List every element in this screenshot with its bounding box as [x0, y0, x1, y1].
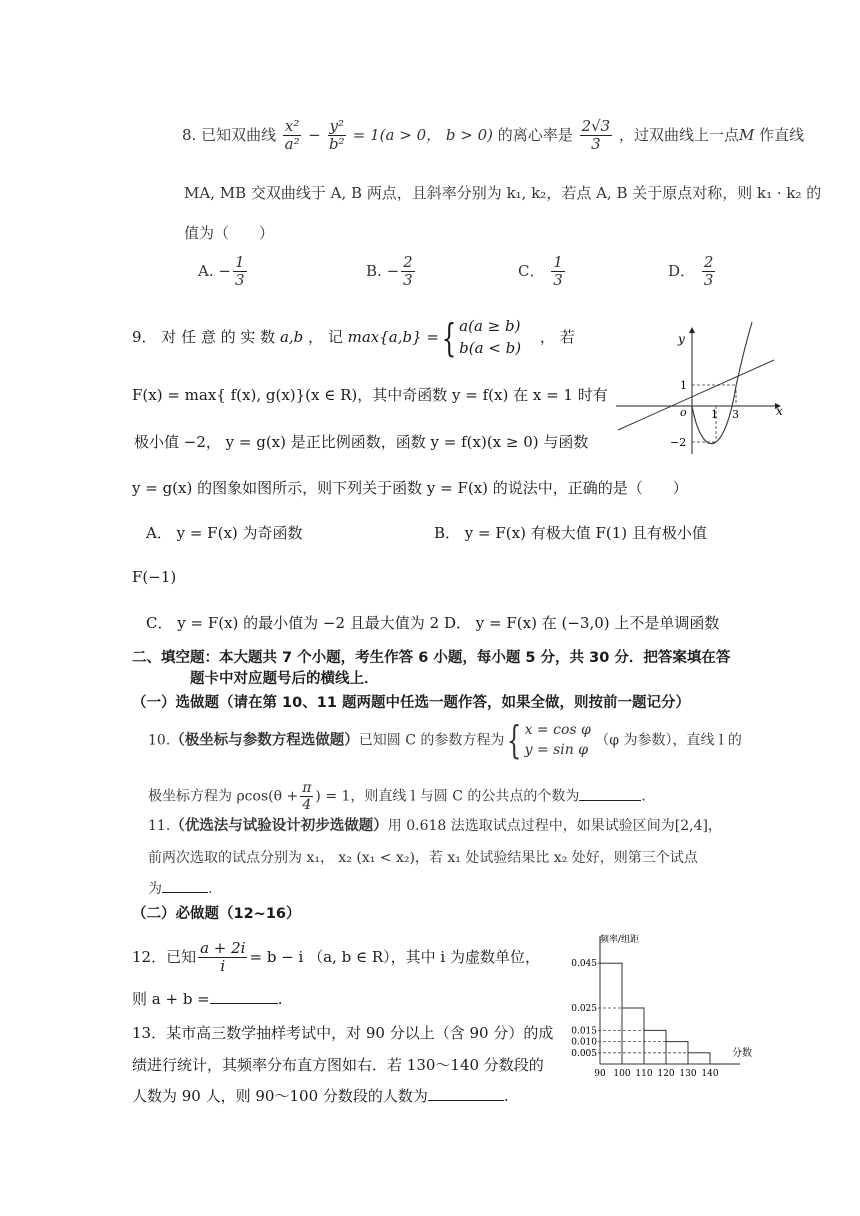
q8-number: 8.: [182, 125, 197, 144]
q9-line4: y = g(x) 的图象如图所示，则下列关于函数 y = F(x) 的说法中，正确的是（ ）: [132, 479, 688, 497]
hist-xtick-120: 120: [657, 1069, 675, 1079]
hist-ytick-0: 0.045: [571, 959, 597, 970]
q9-tick-yneg2: −2: [670, 436, 687, 449]
q8-curve-rest: = 1(a > 0， b > 0): [352, 125, 493, 144]
q13-histogram: [560, 932, 780, 1082]
q9-line3: 极小值 −2， y = g(x) 是正比例函数，函数 y = f(x)(x ≥ 0) 与函数: [134, 433, 589, 451]
q8-stem-c: ，过双曲线上一点: [619, 125, 740, 144]
q9-g-line: [618, 360, 774, 430]
q9-option-d[interactable]: D． y = F(x) 在 (−3,0) 上不是单调函数: [444, 614, 720, 632]
q13-answer-blank[interactable]: [428, 1099, 504, 1101]
q8-ecc-frac: $\frac{2√3}{3}$: [581, 117, 611, 154]
q12-line1: 12．已知 $\frac{a + 2i}{i}$ = b − i （a, b ∈ R），其中 i 为虚数单位，: [132, 939, 540, 976]
section2-heading-1: 二、填空题：本大题共 7 个小题，考生作答 6 小题，每小题 5 分，共 30 分．把答案填在答: [132, 650, 731, 666]
q9-option-c[interactable]: C． y = F(x) 的最小值为 −2 且最大值为 2: [146, 614, 440, 632]
q8-option-a[interactable]: A. − $\frac{1}{3}$: [198, 253, 245, 290]
q9-option-b-cont: F(−1): [132, 568, 177, 586]
q8-stem-b: 的离心率是: [497, 125, 573, 144]
q9-function-graph: [612, 318, 792, 458]
hist-xlabel: 分数: [732, 1048, 752, 1059]
q9-option-b[interactable]: B． y = F(x) 有极大值 F(1) 且有极小值: [434, 524, 707, 542]
q12-answer-blank[interactable]: [210, 1002, 278, 1004]
q8-line1: 8. 已知双曲线 $\frac{\text{x²}}{\text{a²}}$ − $\frac{\text{y²}}{\text{b²}}$ = 1(a > 0， b > 0) 的离心率是 $\frac{2√3}{3}$ ，过双曲线上一点M 作直线: [182, 117, 805, 154]
q9-line2: F(x) = max{ f(x), g(x)}(x ∈ R)，其中奇函数 y = f(x) 在 x = 1 时有: [132, 386, 608, 404]
section2-part1: （一）选做题（请在第 10、11 题两题中任选一题作答，如果全做，则按前一题记分）: [132, 695, 690, 711]
q13-line1: 13．某市高三数学抽样考试中，对 90 分以上（含 90 分）的成: [132, 1024, 554, 1042]
hist-xtick-110: 110: [635, 1069, 653, 1079]
hist-ytick-4: 0.005: [571, 1048, 597, 1059]
part2-heading: （二）必做题（12~16）: [132, 906, 301, 922]
q8-y-frac: $\frac{\text{y²}}{\text{b²}}$: [328, 117, 345, 154]
q13-line3: 人数为 90 人，则 90～100 分数段的人数为 .: [132, 1087, 509, 1105]
hist-bar-100-110: [622, 1008, 644, 1064]
q8-line2: MA, MB 交双曲线于 A, B 两点，且斜率分别为 k₁, k₂，若点 A, B 关于原点对称，则 k₁ · k₂ 的: [184, 184, 822, 202]
q11-tag: （优选法与试验设计初步选做题）: [170, 818, 388, 834]
q11-line2: 前两次选取的试点分别为 x₁， x₂ (x₁ < x₂)，若 x₁ 处试验结果比 x₂ 处好，则第三个试点: [148, 850, 698, 866]
q8-stem-d: 作直线: [759, 125, 805, 144]
q9-y-label: y: [678, 332, 685, 346]
q8-option-b[interactable]: B. − $\frac{2}{3}$: [366, 253, 413, 290]
q8-x-frac: $\frac{\text{x²}}{\text{a²}}$: [284, 117, 300, 154]
hist-ylabel: 频率/组距: [600, 935, 640, 945]
hist-ytick-2: 0.015: [571, 1026, 597, 1037]
q8-option-c[interactable]: C． $\frac{1}{3}$: [518, 253, 563, 290]
hist-bar-130-140: [688, 1053, 710, 1064]
q10-answer-blank[interactable]: [579, 799, 641, 801]
q10-line2: 极坐标方程为 ρcos(θ + $\frac{\pi}{4}$ ) = 1，则直线 l 与圆 C 的公共点的个数为 .: [148, 780, 646, 814]
q9-option-a[interactable]: A． y = F(x) 为奇函数: [146, 524, 303, 542]
q9-origin-label: o: [680, 406, 687, 419]
q10-line1: 10.（极坐标与参数方程选做题）已知圆 C 的参数方程为{ x = cos φ y = sin φ （φ 为参数），直线 l 的: [148, 718, 742, 763]
hist-xtick-90: 90: [594, 1069, 606, 1079]
q9-tick-y1: 1: [680, 379, 687, 392]
hist-xtick-140: 140: [701, 1069, 719, 1079]
q12-line2: 则 a + b = .: [132, 990, 283, 1008]
q11-line1: 11.（优选法与试验设计初步选做题）用 0.618 法选取试点过程中，如果试验区间为[2,4]，: [148, 818, 722, 834]
q11-answer-blank[interactable]: [162, 891, 208, 893]
hist-xtick-100: 100: [613, 1069, 631, 1079]
section2-heading-2: 题卡中对应题号后的横线上．: [190, 671, 379, 687]
q8-line3: 值为（ ）: [184, 224, 275, 242]
q10-tag: （极坐标与参数方程选做题）: [170, 732, 359, 749]
q8-stem-a: 已知双曲线: [201, 125, 277, 144]
hist-ytick-3: 0.010: [571, 1037, 597, 1048]
q13-line2: 绩进行统计，其频率分布直方图如右．若 130～140 分数段的: [132, 1056, 544, 1074]
q9-tick-x1: 1: [711, 408, 718, 421]
q9-tick-x3: 3: [732, 408, 739, 421]
q8-option-d[interactable]: D． $\frac{2}{3}$: [668, 253, 714, 290]
hist-bar-110-120: [644, 1030, 666, 1064]
q11-line3: 为 .: [148, 881, 213, 897]
hist-xtick-130: 130: [679, 1069, 697, 1079]
q9-line1: 9． 对 任 意 的 实 数 a,b ， 记 max{a,b} ={ a(a ≥ b) b(a < b) ， 若: [132, 315, 575, 360]
q9-x-label: x: [776, 404, 783, 418]
hist-bar-90-100: [600, 963, 622, 1064]
hist-ytick-1: 0.025: [571, 1004, 597, 1014]
